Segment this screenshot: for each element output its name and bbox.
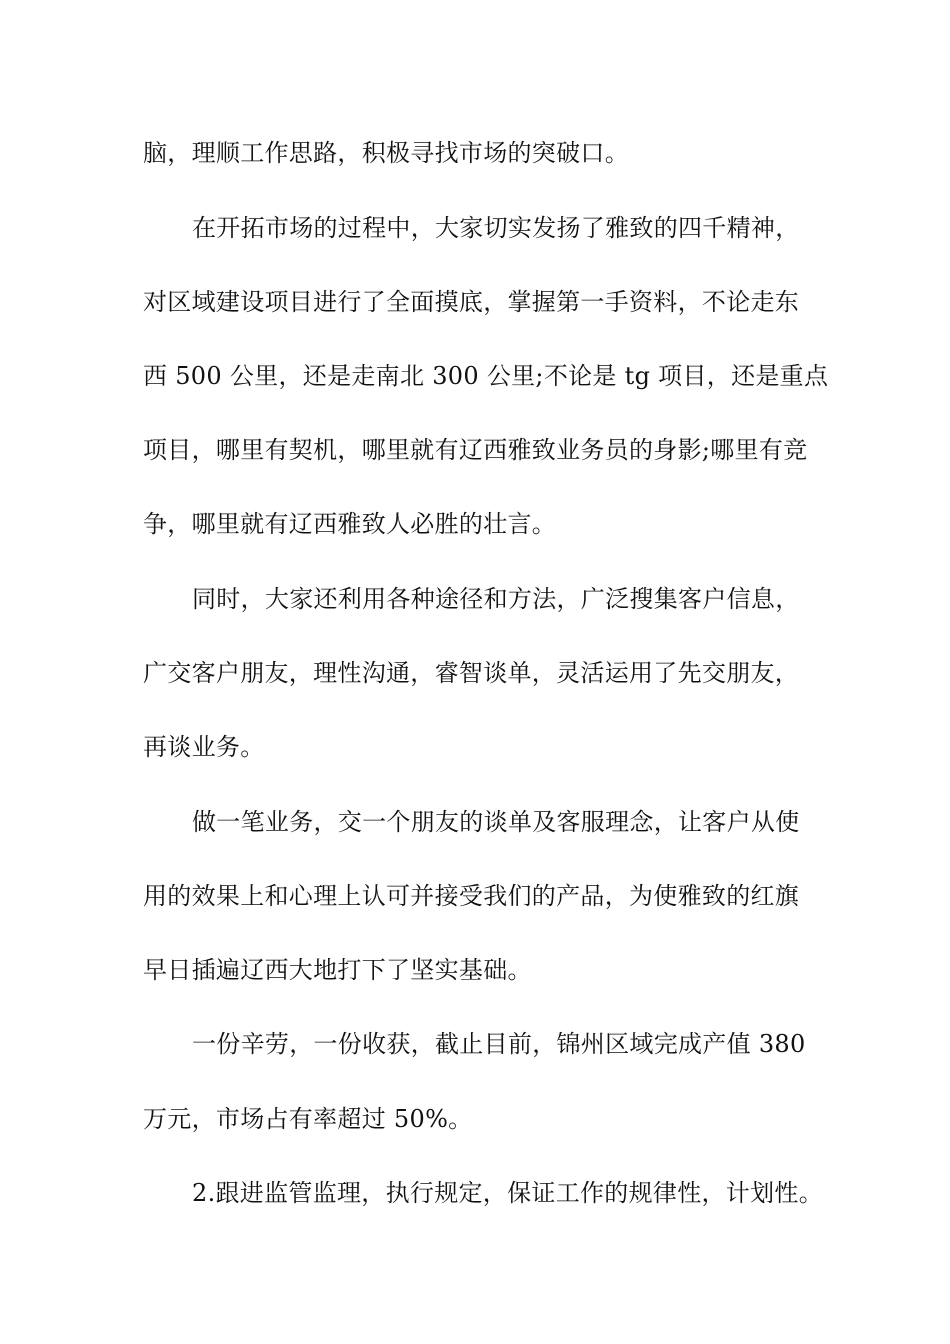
- paragraph-start-line: 同时，大家还利用各种途径和方法，广泛搜集客户信息，: [192, 585, 800, 613]
- paragraph-start-line: 一份辛劳，一份收获，截止目前，锦州区域完成产值 380: [192, 1030, 806, 1058]
- text-line: 早日插遍辽西大地打下了坚实基础。: [143, 956, 532, 984]
- paragraph-start-line: 做一笔业务，交一个朋友的谈单及客服理念，让客户从使: [192, 808, 800, 836]
- text-line: 再谈业务。: [143, 733, 265, 761]
- text-line: 项目，哪里有契机，哪里就有辽西雅致业务员的身影;哪里有竞: [143, 436, 808, 464]
- text-line: 对区域建设项目进行了全面摸底，掌握第一手资料，不论走东: [143, 288, 800, 316]
- text-line: 西 500 公里，还是走南北 300 公里;不论是 tg 项目，还是重点: [143, 362, 829, 390]
- text-line: 脑，理顺工作思路，积极寻找市场的突破口。: [143, 139, 629, 167]
- text-line: 广交客户朋友，理性沟通，睿智谈单，灵活运用了先交朋友，: [143, 659, 800, 687]
- text-line: 争，哪里就有辽西雅致人必胜的壮言。: [143, 510, 557, 538]
- text-line: 万元，市场占有率超过 50%。: [143, 1105, 473, 1133]
- section-heading-line: 2.跟进监管监理，执行规定，保证工作的规律性，计划性。: [192, 1179, 823, 1207]
- paragraph-start-line: 在开拓市场的过程中，大家切实发扬了雅致的四千精神，: [192, 214, 800, 242]
- text-line: 用的效果上和心理上认可并接受我们的产品，为使雅致的红旗: [143, 882, 800, 910]
